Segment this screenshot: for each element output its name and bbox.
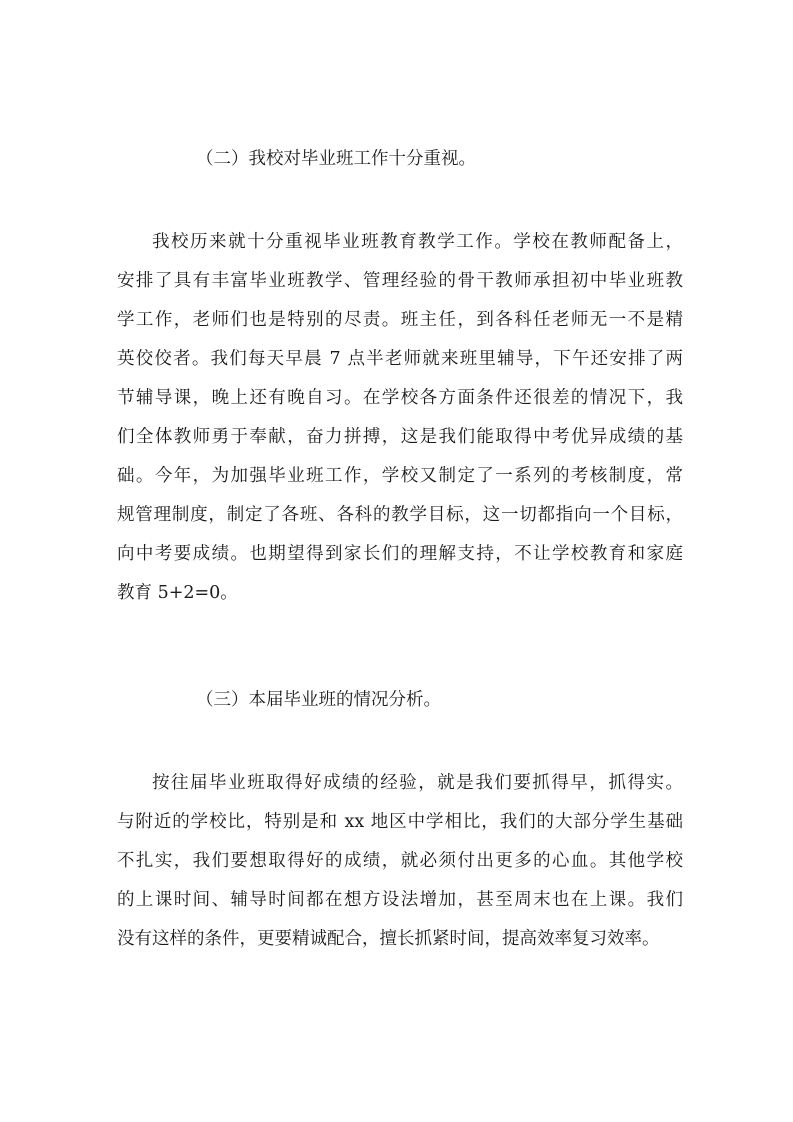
paragraph-line: 向中考要成绩。也期望得到家长们的理解支持，不让学校教育和家庭 xyxy=(117,544,683,564)
section-2-heading: （二）我校对毕业班工作十分重视。 xyxy=(196,149,476,169)
paragraph-line: 节辅导课，晚上还有晚自习。在学校各方面条件还很差的情况下，我 xyxy=(117,388,683,408)
paragraph-line: 们全体教师勇于奉献，奋力拼搏，这是我们能取得中考优异成绩的基 xyxy=(117,427,683,447)
section-3-heading: （三）本届毕业班的情况分析。 xyxy=(196,690,441,710)
paragraph-line: 规管理制度，制定了各班、各科的教学目标，这一切都指向一个目标， xyxy=(117,505,683,525)
paragraph-line: 没有这样的条件，更要精诚配合，擅长抓紧时间，提高效率复习效率。 xyxy=(117,929,660,949)
paragraph-line: 与附近的学校比，特别是和 xx 地区中学相比，我们的大部分学生基础 xyxy=(117,812,683,832)
paragraph-line: 我校历来就十分重视毕业班教育教学工作。学校在教师配备上， xyxy=(152,232,683,252)
paragraph-line: 安排了具有丰富毕业班教学、管理经验的骨干教师承担初中毕业班教 xyxy=(117,271,683,291)
paragraph-line: 础。今年，为加强毕业班工作，学校又制定了一系列的考核制度，常 xyxy=(117,466,683,486)
paragraph-line: 学工作，老师们也是特别的尽责。班主任，到各科任老师无一不是精 xyxy=(117,310,683,330)
section-2-paragraph xyxy=(117,223,683,613)
paragraph-line: 英佼佼者。我们每天早晨 7 点半老师就来班里辅导，下午还安排了两 xyxy=(117,349,683,369)
paragraph-line: 教育 5+2=0。 xyxy=(117,583,238,603)
section-3-paragraph xyxy=(117,764,683,959)
paragraph-line: 的上课时间、辅导时间都在想方设法增加，甚至周末也在上课。我们 xyxy=(117,890,683,910)
paragraph-line: 不扎实，我们要想取得好的成绩，就必须付出更多的心血。其他学校 xyxy=(117,851,683,871)
paragraph-line: 按往届毕业班取得好成绩的经验，就是我们要抓得早，抓得实。 xyxy=(152,773,683,793)
